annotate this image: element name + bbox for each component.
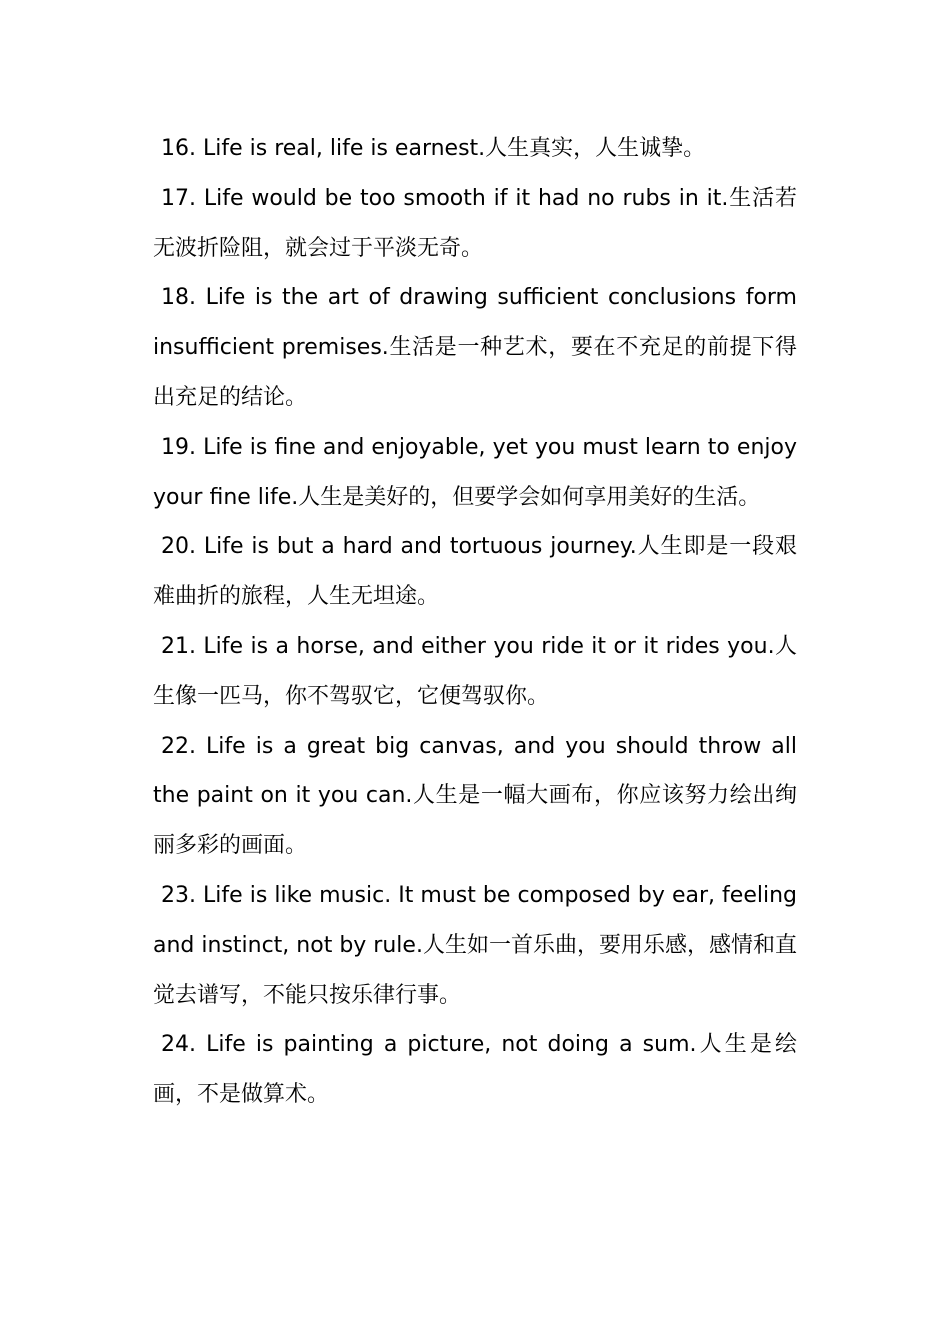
document-body [153, 124, 797, 1120]
quote-paragraph-22: 22. Life is a great big canvas, and you should throw all the paint on it you can.人生是一幅大画布，你应该努力绘出绚丽多彩的画面。 [153, 733, 797, 859]
quote-paragraph-20: 20. Life is but a hard and tortuous journey.人生即是一段艰难曲折的旅程，人生无坦途。 [153, 534, 797, 610]
quote-paragraph-21: 21. Life is a horse, and either you ride it or it rides you.人生像一匹马，你不驾驭它，它便驾驭你。 [153, 633, 797, 709]
quote-paragraph-18: 18. Life is the art of drawing sufficient conclusions form insufficient premises.生活是一种艺术，要在不充足的前提下得出充足的结论。 [153, 285, 797, 410]
quote-paragraph-24: 24. Life is painting a picture, not doing a sum.人生是绘画，不是做算术。 [153, 1032, 797, 1108]
quote-paragraph-23: 23. Life is like music. It must be composed by ear, feeling and instinct, not by rule.人生如一首乐曲，要用乐感，感情和直觉去谱写，不能只按乐律行事。 [153, 882, 797, 1008]
quote-paragraph-17: 17. Life would be too smooth if it had no rubs in it.生活若无波折险阻，就会过于平淡无奇。 [153, 185, 797, 261]
quote-paragraph-16: 16. Life is real, life is earnest.人生真实，人生诚挚。 [161, 136, 706, 161]
quote-paragraph-19: 19. Life is fine and enjoyable, yet you must learn to enjoy your fine life.人生是美好的，但要学会如何享用美好的生活。 [153, 434, 797, 510]
